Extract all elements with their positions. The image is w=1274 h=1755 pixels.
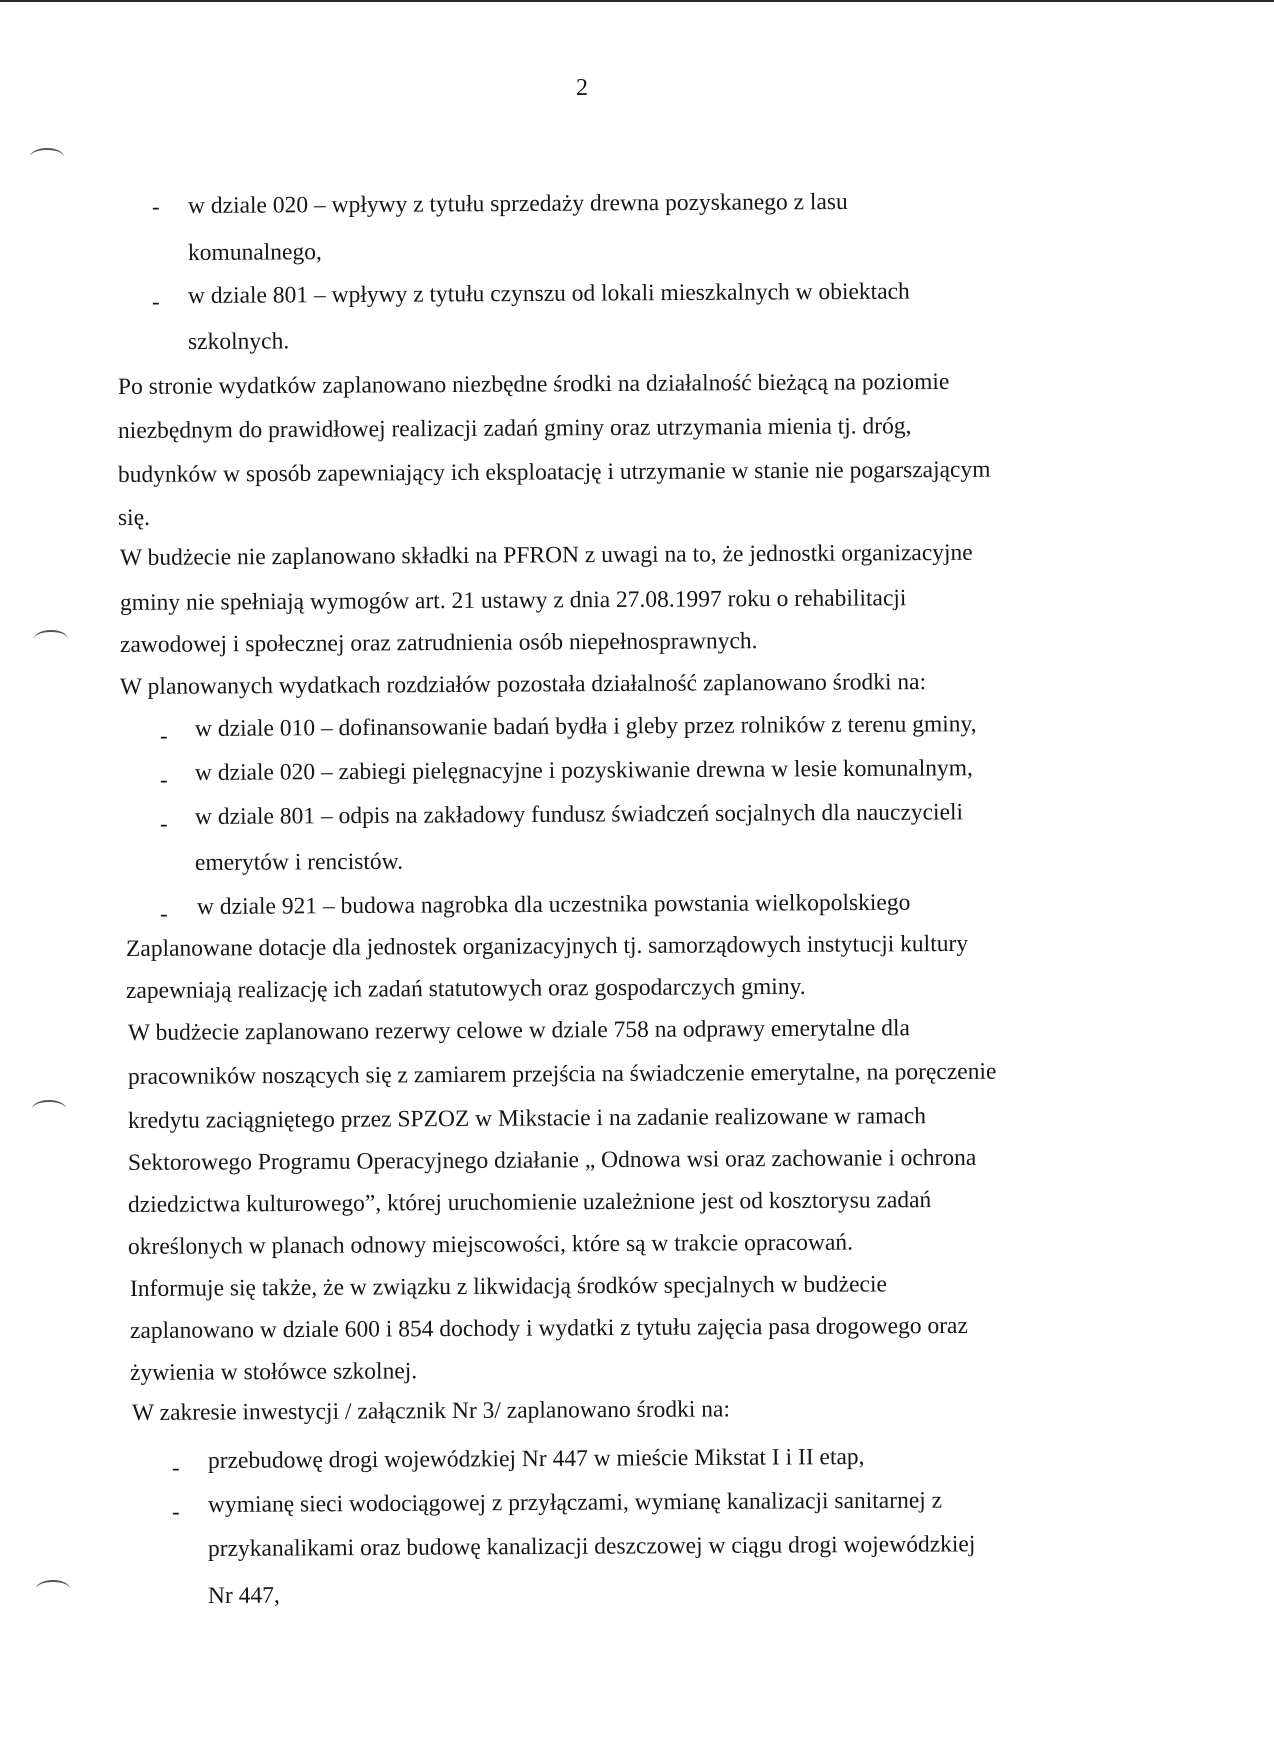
list-item: w dziale 010 – dofinansowanie badań bydła i gleby przez rolników z terenu gminy,	[194, 711, 977, 742]
list-item: przebudowę drogi wojewódzkiej Nr 447 w mieście Mikstat I i II etap,	[207, 1443, 865, 1474]
paragraph-line: niezbędnym do prawidłowej realizacji zadań gminy oraz utrzymania mienia tj. dróg,	[117, 413, 912, 444]
list-item-continuation: Nr 447,	[207, 1582, 280, 1609]
paragraph-line: kredytu zaciągniętego przez SPZOZ w Mikstacie i na zadanie realizowane w ramach	[127, 1103, 927, 1134]
list-bullet: -	[160, 811, 168, 836]
punch-hole-mark	[32, 1100, 66, 1118]
page-number: 2	[576, 75, 588, 101]
list-item: w dziale 801 – odpis na zakładowy fundusz świadczeń socjalnych dla nauczycieli	[194, 799, 964, 830]
list-item: w dziale 801 – wpływy z tytułu czynszu od lokali mieszkalnych w obiektach	[187, 278, 910, 309]
list-bullet: -	[160, 901, 168, 926]
page-top-border	[0, 0, 1274, 2]
paragraph-line: zaplanowano w dziale 600 i 854 dochody i wydatki z tytułu zajęcia pasa drogowego oraz	[129, 1312, 968, 1344]
paragraph-line: żywienia w stołówce szkolnej.	[129, 1358, 418, 1386]
list-item: w dziale 921 – budowa nagrobka dla uczestnika powstania wielkopolskiego	[196, 889, 911, 920]
paragraph-line: W budżecie nie zaplanowano składki na PFRON z uwagi na to, że jednostki organizacyjne	[119, 539, 973, 571]
paragraph-line: Zaplanowane dotacje dla jednostek organizacyjnych tj. samorządowych instytucji kultury	[125, 930, 969, 962]
list-bullet: -	[152, 289, 160, 314]
paragraph-line: Po stronie wydatków zaplanowano niezbędne środki na działalność bieżącą na poziomie	[117, 368, 950, 400]
list-item-continuation: szkolnych.	[187, 328, 290, 355]
paragraph-line: określonych w planach odnowy miejscowości, które są w trakcie opracowań.	[127, 1229, 854, 1260]
paragraph-line: zapewniają realizację ich zadań statutowych oraz gospodarczych gminy.	[125, 973, 806, 1004]
list-bullet: -	[160, 767, 168, 792]
punch-hole-mark	[30, 148, 64, 166]
list-item: w dziale 020 – zabiegi pielęgnacyjne i pozyskiwanie drewna w lesie komunalnym,	[194, 755, 973, 786]
paragraph-line: W zakresie inwestycji / załącznik Nr 3/ zaplanowano środki na:	[131, 1396, 731, 1426]
list-item-continuation: komunalnego,	[187, 239, 322, 266]
list-bullet: -	[160, 723, 168, 748]
list-item: w dziale 020 – wpływy z tytułu sprzedaży drewna pozyskanego z lasu	[187, 188, 848, 219]
paragraph-line: dziedzictwa kulturowego”, której uruchomienie uzależnione jest od kosztorysu zadań	[127, 1187, 932, 1218]
paragraph-line: gminy nie spełniają wymogów art. 21 ustawy z dnia 27.08.1997 roku o rehabilitacji	[119, 585, 907, 616]
list-bullet: -	[172, 1455, 180, 1480]
list-item-continuation: przykanalikami oraz budowę kanalizacji deszczowej w ciągu drogi wojewódzkiej	[207, 1531, 976, 1562]
paragraph-line: pracowników noszących się z zamiarem przejścia na świadczenie emerytalne, na poręczenie	[127, 1058, 997, 1090]
paragraph-line: Sektorowego Programu Operacyjnego działanie „ Odnowa wsi oraz zachowanie i ochrona	[127, 1144, 977, 1176]
paragraph-line: W planowanych wydatkach rozdziałów pozostała działalność zaplanowano środki na:	[119, 669, 927, 700]
paragraph-line: Informuje się także, że w związku z likwidacją środków specjalnych w budżecie	[129, 1271, 887, 1302]
list-bullet: -	[152, 194, 160, 219]
paragraph-line: W budżecie zaplanowano rezerwy celowe w dziale 758 na odprawy emerytalne dla	[127, 1015, 910, 1046]
punch-hole-mark	[36, 1580, 70, 1598]
paragraph-line: zawodowej i społecznej oraz zatrudnienia osób niepełnosprawnych.	[119, 628, 758, 658]
punch-hole-mark	[34, 630, 68, 648]
paragraph-line: budynków w sposób zapewniający ich eksploatację i utrzymanie w stanie nie pogarszającym	[117, 456, 991, 488]
list-bullet: -	[172, 1499, 180, 1524]
paragraph-line: się.	[117, 504, 151, 531]
list-item: wymianę sieci wodociągowej z przyłączami, wymianę kanalizacji sanitarnej z	[207, 1487, 943, 1518]
list-item-continuation: emerytów i rencistów.	[194, 848, 404, 876]
